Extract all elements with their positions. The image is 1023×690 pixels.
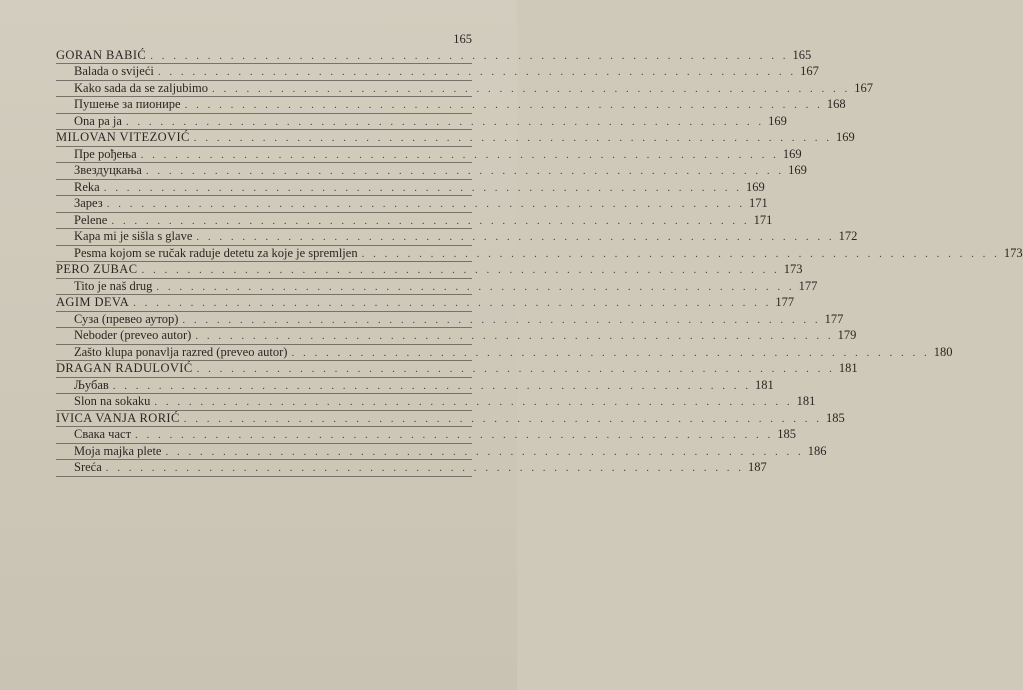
- toc-page-number: 177: [798, 278, 818, 293]
- toc-poem-title: Slon na sokaku: [74, 394, 151, 408]
- toc-author-name: DRAGAN RADULOVIĆ: [56, 361, 193, 375]
- toc-page-number: 177: [775, 295, 795, 309]
- toc-page-number: 172: [838, 229, 858, 243]
- toc-poem-row: [56, 80, 873, 98]
- toc-poem-title: Balada o svijeći: [74, 64, 154, 78]
- toc-poem-row: [56, 460, 767, 477]
- toc-poem-title: Звездуцкања: [74, 163, 142, 177]
- dot-leader: . . . . . . . . . . . . . . . . . . . . . . . . . . . . . . . . . . . . . . . . . . . . . . . . . . . . . . . .: [154, 396, 793, 408]
- toc-poem-title: Pelene: [74, 212, 108, 227]
- toc-page-number: 180: [933, 344, 953, 359]
- toc-poem-title: Sreća: [74, 460, 102, 474]
- dot-leader: . . . . . . . . . . . . . . . . . . . . . . . . . . . . . . . . . . . . . . . . . . . . . . . . . . . . . . . .: [291, 346, 930, 359]
- toc-poem-row: [56, 212, 773, 230]
- dot-leader: . . . . . . . . . . . . . . . . . . . . . . . . . . . . . . . . . . . . . . . . . . . . . . . . . . . . . . . .: [150, 49, 789, 62]
- toc-poem-title: Tito je naš drug: [74, 278, 153, 293]
- toc-poem-title: Reka: [74, 179, 100, 194]
- dot-leader: . . . . . . . . . . . . . . . . . . . . . . . . . . . . . . . . . . . . . . . . . . . . . . . . . . . . . . . .: [196, 363, 835, 375]
- toc-poem-row: [56, 278, 818, 296]
- dot-leader: . . . . . . . . . . . . . . . . . . . . . . . . . . . . . . . . . . . . . . . . . . . . . . . . . . . . . . . .: [157, 66, 797, 78]
- toc-poem-title: Љубав: [74, 377, 109, 392]
- dot-leader: . . . . . . . . . . . . . . . . . . . . . . . . . . . . . . . . . . . . . . . . . . . . . . . . . . . . . . . .: [182, 313, 821, 326]
- toc-page-number: 169: [768, 113, 787, 128]
- toc-page-number: 167: [800, 64, 819, 78]
- toc-page-number: 171: [748, 196, 768, 210]
- toc-page-number: 167: [854, 80, 873, 95]
- toc-page-number: 186: [807, 443, 827, 458]
- toc-author-row: [56, 410, 845, 428]
- toc-top-page-row: [56, 32, 472, 48]
- dot-leader: . . . . . . . . . . . . . . . . . . . . . . . . . . . . . . . . . . . . . . . . . . . . . . . . . . . . . . . .: [140, 148, 779, 161]
- toc-author-name: IVICA VANJA RORIĆ: [56, 410, 180, 425]
- toc-entries: [56, 47, 1023, 477]
- toc-poem-title: Пре рођења: [74, 146, 137, 161]
- toc-page-number: 169: [745, 179, 765, 194]
- toc-poem-title: Kapa mi je sišla s glave: [74, 229, 193, 243]
- toc-poem-title: Суза (превео аутор): [74, 311, 179, 326]
- dot-leader: . . . . . . . . . . . . . . . . . . . . . . . . . . . . . . . . . . . . . . . . . . . . . . . . . . . . . . . .: [106, 198, 745, 210]
- toc-author-name: PERO ZUBAC: [56, 262, 138, 276]
- toc-page-number: 181: [796, 394, 816, 408]
- toc-page-number: 187: [748, 460, 767, 474]
- toc-poem-row: [56, 146, 802, 164]
- toc-author-row: [56, 262, 803, 279]
- toc-page-number: 165: [453, 32, 472, 46]
- toc-poem-row: [56, 179, 765, 197]
- toc-poem-row: [56, 443, 827, 461]
- dot-leader: . . . . . . . . . . . . . . . . . . . . . . . . . . . . . . . . . . . . . . . . . . . . . . . . . . . . . . . .: [195, 330, 834, 342]
- toc-poem-title: Moja majka plete: [74, 443, 162, 458]
- toc-poem-row: [56, 163, 807, 180]
- dot-leader: . . . . . . . . . . . . . . . . . . . . . . . . . . . . . . . . . . . . . . . . . . . . . . . . . . . . . . . .: [156, 280, 795, 293]
- toc-poem-row: [56, 427, 797, 444]
- toc-poem-title: Neboder (preveo autor): [74, 328, 192, 342]
- dot-leader: . . . . . . . . . . . . . . . . . . . . . . . . . . . . . . . . . . . . . . . . . . . . . . . . . . . . . . . .: [112, 379, 752, 392]
- toc-page-number: 165: [792, 47, 812, 62]
- toc-author-name: AGIM DEVA: [56, 295, 130, 309]
- toc-poem-row: [56, 377, 774, 395]
- toc-page-number: 171: [753, 212, 773, 227]
- toc-poem-row: [56, 344, 953, 362]
- dot-leader: . . . . . . . . . . . . . . . . . . . . . . . . . . . . . . . . . . . . . . . . . . . . . . . . . . . . . . . .: [135, 429, 774, 441]
- toc-page-number: 169: [788, 163, 807, 177]
- dot-leader: . . . . . . . . . . . . . . . . . . . . . . . . . . . . . . . . . . . . . . . . . . . . . . . . . . . . . . . .: [141, 264, 780, 276]
- dot-leader: . . . . . . . . . . . . . . . . . . . . . . . . . . . . . . . . . . . . . . . . . . . . . . . . . . . . . . . .: [133, 297, 772, 309]
- toc-page-number: 181: [838, 361, 858, 375]
- toc-page-number: 177: [824, 311, 844, 326]
- toc-page-number: 173: [1003, 245, 1023, 260]
- toc-poem-title: Zašto klupa ponavlja razred (preveo autor): [74, 344, 288, 359]
- toc-poem-title: Kako sada da se zaljubimo: [74, 80, 208, 95]
- toc-poem-row: [56, 196, 768, 213]
- toc-poem-row: [56, 245, 1023, 263]
- toc-author-row: [56, 295, 795, 312]
- toc-poem-row: [56, 64, 819, 81]
- toc-page-number: 169: [836, 130, 855, 144]
- table-of-contents: [56, 32, 1023, 477]
- dot-leader: . . . . . . . . . . . . . . . . . . . . . . . . . . . . . . . . . . . . . . . . . . . . . . . . . . . . . . . .: [211, 82, 851, 95]
- dot-leader: . . . . . . . . . . . . . . . . . . . . . . . . . . . . . . . . . . . . . . . . . . . . . . . . . . . . . . . .: [111, 214, 750, 227]
- toc-author-row: [56, 47, 812, 65]
- toc-poem-row: [56, 394, 816, 411]
- dot-leader: . . . . . . . . . . . . . . . . . . . . . . . . . . . . . . . . . . . . . . . . . . . . . . . . . . . . . . . .: [145, 165, 785, 177]
- dot-leader: . . . . . . . . . . . . . . . . . . . . . . . . . . . . . . . . . . . . . . . . . . . . . . . . . . . . . . . .: [193, 132, 833, 144]
- toc-poem-title: Зарез: [74, 196, 103, 210]
- toc-page-number: 185: [777, 427, 797, 441]
- toc-poem-title: Ona pa ja: [74, 113, 122, 128]
- toc-author-row: [56, 361, 858, 378]
- dot-leader: . . . . . . . . . . . . . . . . . . . . . . . . . . . . . . . . . . . . . . . . . . . . . . . . . . . . . . . .: [196, 231, 835, 243]
- dot-leader: . . . . . . . . . . . . . . . . . . . . . . . . . . . . . . . . . . . . . . . . . . . . . . . . . . . . . . . .: [103, 181, 742, 194]
- toc-poem-row: [56, 229, 858, 246]
- toc-poem-title: Pesma kojom se ručak raduje detetu za koje je spremljen: [74, 245, 358, 260]
- toc-poem-row: [56, 311, 844, 329]
- dot-leader: . . . . . . . . . . . . . . . . . . . . . . . . . . . . . . . . . . . . . . . . . . . . . . . . . . . . . . . .: [183, 412, 822, 425]
- dot-leader: . . . . . . . . . . . . . . . . . . . . . . . . . . . . . . . . . . . . . . . . . . . . . . . . . . . . . . . .: [105, 462, 745, 474]
- dot-leader: . . . . . . . . . . . . . . . . . . . . . . . . . . . . . . . . . . . . . . . . . . . . . . . . . . . . . . . .: [165, 445, 804, 458]
- toc-page-number: 179: [837, 328, 857, 342]
- toc-page-number: 181: [755, 377, 774, 392]
- dot-leader: . . . . . . . . . . . . . . . . . . . . . . . . . . . . . . . . . . . . . . . . . . . . . . . . . . . . . . . .: [184, 99, 823, 111]
- toc-poem-title: Свака част: [74, 427, 132, 441]
- toc-author-row: [56, 130, 855, 147]
- dot-leader: . . . . . . . . . . . . . . . . . . . . . . . . . . . . . . . . . . . . . . . . . . . . . . . . . . . . . . . .: [361, 247, 1000, 260]
- toc-poem-row: [56, 113, 787, 131]
- toc-page-number: 185: [825, 410, 845, 425]
- toc-page-number: 169: [782, 146, 802, 161]
- toc-poem-row: [56, 328, 857, 345]
- toc-page-number: 173: [783, 262, 803, 276]
- toc-poem-row: [56, 97, 846, 114]
- dot-leader: . . . . . . . . . . . . . . . . . . . . . . . . . . . . . . . . . . . . . . . . . . . . . . . . . . . . . . . .: [125, 115, 765, 128]
- toc-author-name: GORAN BABIĆ: [56, 47, 147, 62]
- toc-poem-title: Пушење за пионире: [74, 97, 181, 111]
- toc-page-number: 168: [826, 97, 846, 111]
- toc-author-name: MILOVAN VITEZOVIĆ: [56, 130, 190, 144]
